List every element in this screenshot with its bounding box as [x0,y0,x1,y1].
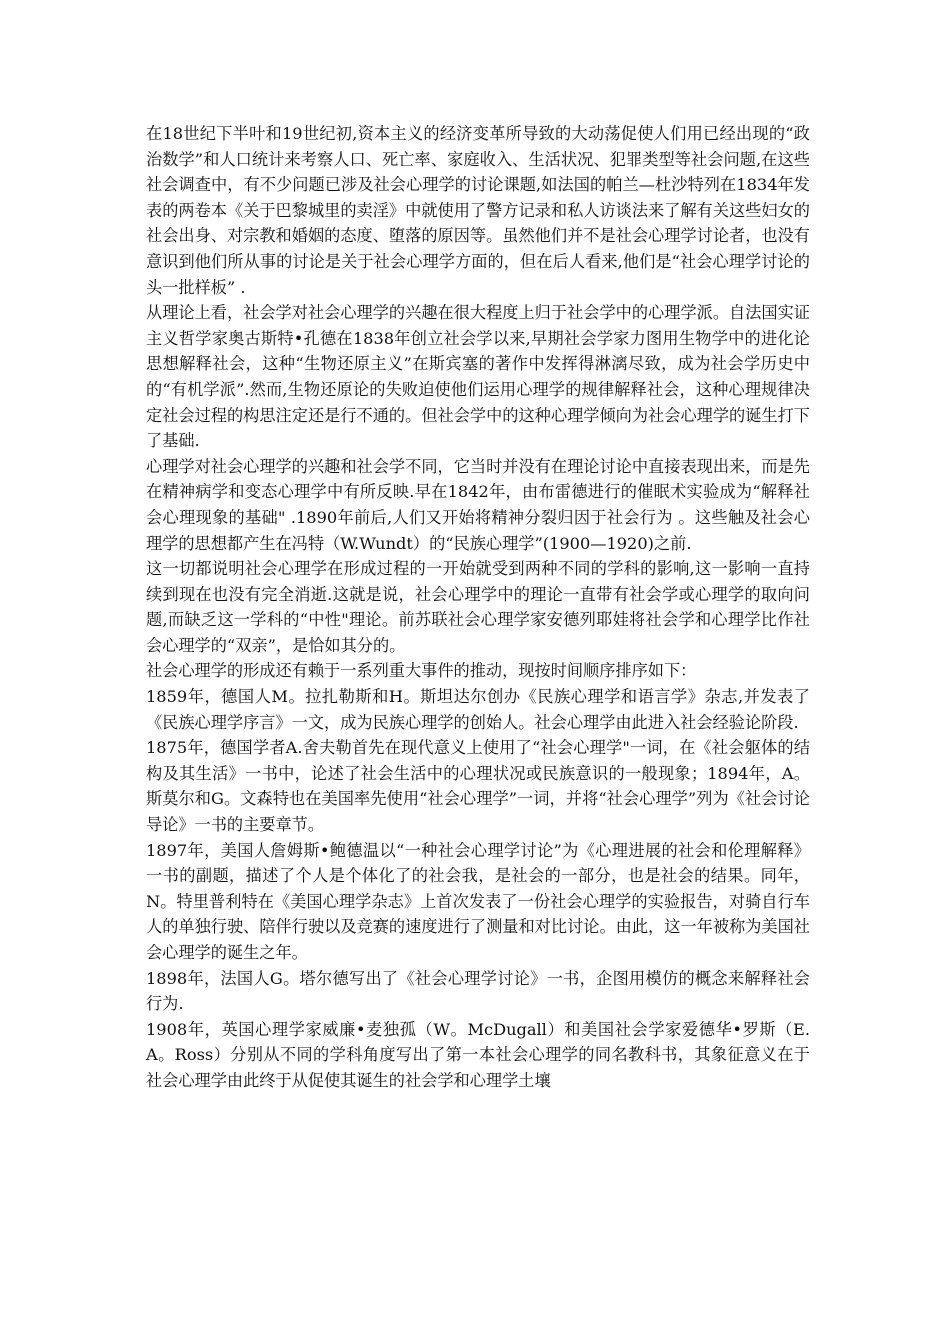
paragraph-dual-influence: 这一切都说明社会心理学在形成过程的一开始就受到两种不同的学科的影响,这一影响一直持续到现在也没有完全消逝.这就是说，社会心理学中的理论一直带有社会学或心理学的取向问题,而缺乏这一学科的“中性"理论。前苏联社会心理学家安德列耶娃将社会学和心理学比作社会心理学的“双亲”，是恰如其分的。 [146,559,810,655]
paragraph-1908: 1908年，英国心理学家威廉•麦独孤（W。McDugall）和美国社会学家爱德华•罗斯（E.A。Ross）分别从不同的学科角度写出了第一本社会心理学的同名教科书，其象征意义在于社会心理学由此终于从促使其诞生的社会学和心理学土壤 [146,1019,810,1090]
paragraph-early-surveys: 在18世纪下半叶和19世纪初,资本主义的经济变革所导致的大动荡促使人们用已经出现的“政治数学”和人口统计来考察人口、死亡率、家庭收入、生活状况、犯罪类型等社会问题,在这些社会调查中，有不少问题已涉及社会心理学的讨论课题,如法国的帕兰—杜沙特列在1834年发表的两卷本《关于巴黎城里的卖淫》中就使用了警方记录和私人访谈法来了解有关这些妇女的社会出身、对宗教和婚姻的态度、堕落的原因等。虽然他们并不是社会心理学讨论者，也没有意识到他们所从事的讨论是关于社会心理学方面的，但在后人看来,他们是“社会心理学讨论的头一批样板” . [146,124,810,297]
paragraph-1898: 1898年，法国人G。塔尔德写出了《社会心理学讨论》一书，企图用模仿的概念来解释社会行为. [146,968,810,1014]
document-body [146,121,810,1094]
paragraph-1897: 1897年，美国人詹姆斯•鲍德温以“一种社会心理学讨论”为《心理进展的社会和伦理解释》一书的副题，描述了个人是个体化了的社会我，是社会的一部分，也是社会的结果。同年，N。特里普利特在《美国心理学杂志》上首次发表了一份社会心理学的实验报告，对骑自行车人的单独行驶、陪伴行驶以及竞赛的速度进行了测量和对比讨论。由此，这一年被称为美国社会心理学的诞生之年。 [146,840,810,962]
paragraph-1859: 1859年，德国人M。拉扎勒斯和H。斯坦达尔创办《民族心理学和语言学》杂志,并发表了《民族心理学序言》一文，成为民族心理学的创始人。社会心理学由此进入社会经验论阶段. [146,687,810,732]
paragraph-timeline-intro: 社会心理学的形成还有赖于一系列重大事件的推动，现按时间顺序排序如下： [146,661,697,681]
paragraph-1875: 1875年，德国学者A.舍夫勒首先在现代意义上使用了“社会心理学"一词，在《社会躯体的结构及其生活》一书中，论述了社会生活中的心理状况或民族意识的一般现象；1894年，A。斯莫尔和G。文森特也在美国率先使用“社会心理学”一词，并将“社会心理学”列为《社会讨论导论》一书的主要章节。 [146,738,810,835]
paragraph-psychology-origin: 心理学对社会心理学的兴趣和社会学不同，它当时并没有在理论讨论中直接表现出来，而是先在精神病学和变态心理学中有所反映.早在1842年，由布雷德进行的催眠术实验成为“解释社会心理现象的基础" .1890年前后,人们又开始将精神分裂归因于社会行为 。这些触及社会心理学的思想都产生在冯特（W.Wundt）的“民族心理学”(1900—1920)之前. [146,456,810,553]
paragraph-sociology-origin: 从理论上看，社会学对社会心理学的兴趣在很大程度上归于社会学中的心理学派。自法国实证主义哲学家奥古斯特•孔德在1838年创立社会学以来,早期社会学家力图用生物学中的进化论思想解释社会，这种“生物还原主义”在斯宾塞的著作中发挥得淋漓尽致，成为社会学历史中的“有机学派”.然而,生物还原论的失败迫使他们运用心理学的规律解释社会，这种心理规律决定社会过程的构思注定还是行不通的。但社会学中的这种心理学倾向为社会心理学的诞生打下了基础. [146,303,810,451]
